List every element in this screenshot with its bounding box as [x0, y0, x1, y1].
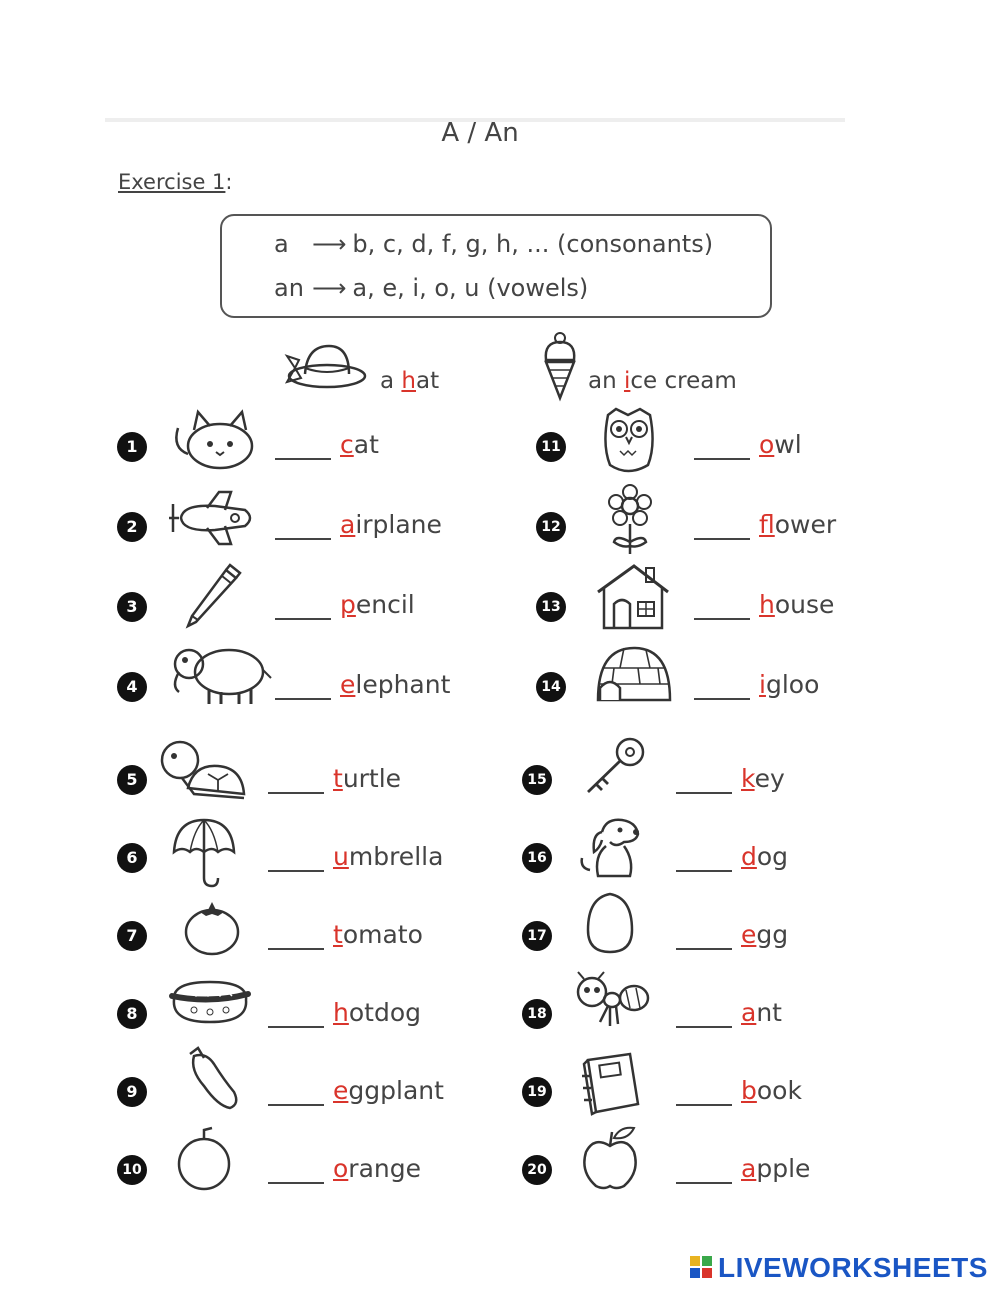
example-rest: ce cream	[630, 368, 737, 394]
answer-blank[interactable]	[676, 1182, 732, 1184]
book-icon	[580, 1050, 644, 1116]
tomato-icon	[182, 898, 242, 958]
word-rest: pple	[756, 1154, 811, 1183]
answer-blank[interactable]	[268, 1026, 324, 1028]
hat-icon	[285, 338, 367, 398]
word-rest: at	[353, 430, 379, 459]
item-number: 4	[117, 672, 147, 702]
answer-blank[interactable]	[268, 870, 324, 872]
answer-blank[interactable]	[268, 792, 324, 794]
owl-icon	[600, 405, 658, 475]
rule-consonants	[274, 230, 713, 258]
item-number: 11	[536, 432, 566, 462]
word-rest: range	[348, 1154, 421, 1183]
word-first-letter: a	[741, 998, 757, 1027]
word-label	[741, 920, 788, 949]
answer-blank[interactable]	[676, 948, 732, 950]
word-rest: mbrella	[348, 842, 444, 871]
rule-article: a	[274, 230, 289, 258]
answer-blank[interactable]	[676, 1104, 732, 1106]
answer-blank[interactable]	[694, 618, 750, 620]
word-label	[741, 842, 788, 871]
word-label	[333, 920, 423, 949]
word-label	[741, 1076, 802, 1105]
word-rest: ggplant	[348, 1076, 444, 1105]
house-icon	[594, 562, 672, 632]
answer-blank[interactable]	[694, 698, 750, 700]
rule-text: b, c, d, f, g, h, ... (consonants)	[352, 230, 714, 258]
ant-icon	[574, 970, 650, 1032]
word-first-letter: i	[759, 670, 766, 699]
word-first-letter: t	[333, 764, 343, 793]
umbrella-icon	[170, 814, 236, 888]
item-number: 7	[117, 921, 147, 951]
word-label	[340, 670, 450, 699]
word-label	[759, 670, 819, 699]
word-first-letter: u	[333, 842, 349, 871]
rule-article: an	[274, 274, 304, 302]
word-rest: og	[756, 842, 789, 871]
word-label	[759, 430, 802, 459]
word-label	[333, 764, 401, 793]
item-number: 9	[117, 1077, 147, 1107]
rule-text: a, e, i, o, u (vowels)	[352, 274, 589, 302]
eggplant-icon	[184, 1046, 240, 1118]
answer-blank[interactable]	[676, 1026, 732, 1028]
hotdog-icon	[168, 974, 252, 1032]
word-first-letter: e	[333, 1076, 349, 1105]
word-label	[340, 510, 442, 539]
example-first-letter: h	[401, 368, 416, 394]
rule-vowels	[274, 274, 588, 302]
item-number: 16	[522, 843, 552, 873]
answer-blank[interactable]	[275, 458, 331, 460]
item-number: 17	[522, 921, 552, 951]
ice-cream-icon	[540, 330, 580, 402]
exercise-colon: :	[225, 170, 233, 194]
arrow-icon: ⟶	[312, 274, 347, 302]
word-rest: ey	[754, 764, 785, 793]
word-first-letter: k	[741, 764, 755, 793]
word-rest: ook	[756, 1076, 802, 1105]
item-number: 20	[522, 1155, 552, 1185]
item-number: 6	[117, 843, 147, 873]
answer-blank[interactable]	[676, 870, 732, 872]
egg-icon	[584, 890, 636, 956]
word-label	[333, 1076, 444, 1105]
item-number: 10	[117, 1155, 147, 1185]
example-first-letter: i	[623, 368, 631, 394]
word-label	[741, 1154, 810, 1183]
word-rest: encil	[355, 590, 415, 619]
answer-blank[interactable]	[268, 1104, 324, 1106]
airplane-icon	[165, 488, 257, 548]
apple-icon	[580, 1124, 642, 1192]
item-number: 2	[117, 512, 147, 542]
item-number: 8	[117, 999, 147, 1029]
word-label	[759, 510, 836, 539]
word-first-letter: p	[340, 590, 356, 619]
item-number: 3	[117, 592, 147, 622]
elephant-icon	[165, 642, 275, 708]
example-an-ice-cream	[588, 368, 737, 394]
cat-icon	[170, 408, 260, 472]
exercise-label: Exercise 1	[118, 170, 226, 194]
word-label	[741, 998, 782, 1027]
answer-blank[interactable]	[676, 792, 732, 794]
word-label	[340, 430, 379, 459]
turtle-icon	[158, 738, 250, 808]
word-first-letter: h	[759, 590, 775, 619]
word-rest: omato	[342, 920, 423, 949]
logo-mark-icon	[690, 1256, 714, 1280]
item-number: 14	[536, 672, 566, 702]
item-number: 15	[522, 765, 552, 795]
item-number: 18	[522, 999, 552, 1029]
word-first-letter: b	[741, 1076, 757, 1105]
word-label	[741, 764, 785, 793]
word-label	[333, 842, 443, 871]
word-rest: nt	[756, 998, 782, 1027]
item-number: 13	[536, 592, 566, 622]
arrow-icon: ⟶	[312, 230, 347, 258]
word-first-letter: a	[340, 510, 356, 539]
liveworksheets-logo[interactable]	[690, 1252, 988, 1284]
example-article: an	[588, 368, 617, 394]
word-first-letter: t	[333, 920, 343, 949]
answer-blank[interactable]	[694, 538, 750, 540]
igloo-icon	[594, 644, 674, 702]
word-first-letter: d	[741, 842, 757, 871]
word-first-letter: e	[340, 670, 356, 699]
answer-blank[interactable]	[268, 948, 324, 950]
word-rest: gloo	[765, 670, 820, 699]
word-rest: otdog	[348, 998, 421, 1027]
exercise-heading	[118, 170, 233, 194]
answer-blank[interactable]	[268, 1182, 324, 1184]
example-article: a	[380, 368, 395, 394]
item-number: 5	[117, 765, 147, 795]
pencil-icon	[182, 562, 242, 628]
word-rest: ouse	[774, 590, 835, 619]
answer-blank[interactable]	[275, 618, 331, 620]
item-number: 12	[536, 512, 566, 542]
rule-box	[220, 214, 772, 318]
word-rest: lephant	[355, 670, 451, 699]
orange-icon	[176, 1124, 234, 1192]
example-a-hat	[380, 368, 439, 394]
page-title: A / An	[441, 118, 519, 148]
brand-name: LIVEWORKSHEETS	[718, 1252, 988, 1283]
word-label	[333, 1154, 421, 1183]
answer-blank[interactable]	[275, 538, 331, 540]
word-label	[759, 590, 834, 619]
word-first-letter: o	[333, 1154, 349, 1183]
word-first-letter: c	[340, 430, 354, 459]
key-icon	[582, 736, 648, 798]
item-number: 19	[522, 1077, 552, 1107]
answer-blank[interactable]	[694, 458, 750, 460]
answer-blank[interactable]	[275, 698, 331, 700]
word-rest: gg	[756, 920, 789, 949]
flower-icon	[600, 484, 660, 556]
word-rest: wl	[774, 430, 802, 459]
word-first-letter: a	[741, 1154, 757, 1183]
word-first-letter: e	[741, 920, 757, 949]
word-first-letter: o	[759, 430, 775, 459]
example-rest: at	[416, 368, 440, 394]
dog-icon	[576, 812, 646, 882]
word-rest: urtle	[342, 764, 402, 793]
word-label	[333, 998, 421, 1027]
word-rest: irplane	[355, 510, 442, 539]
word-first-letter: f	[759, 510, 775, 539]
word-rest: lower	[774, 510, 837, 539]
word-first-letter: h	[333, 998, 349, 1027]
word-label	[340, 590, 415, 619]
item-number: 1	[117, 432, 147, 462]
